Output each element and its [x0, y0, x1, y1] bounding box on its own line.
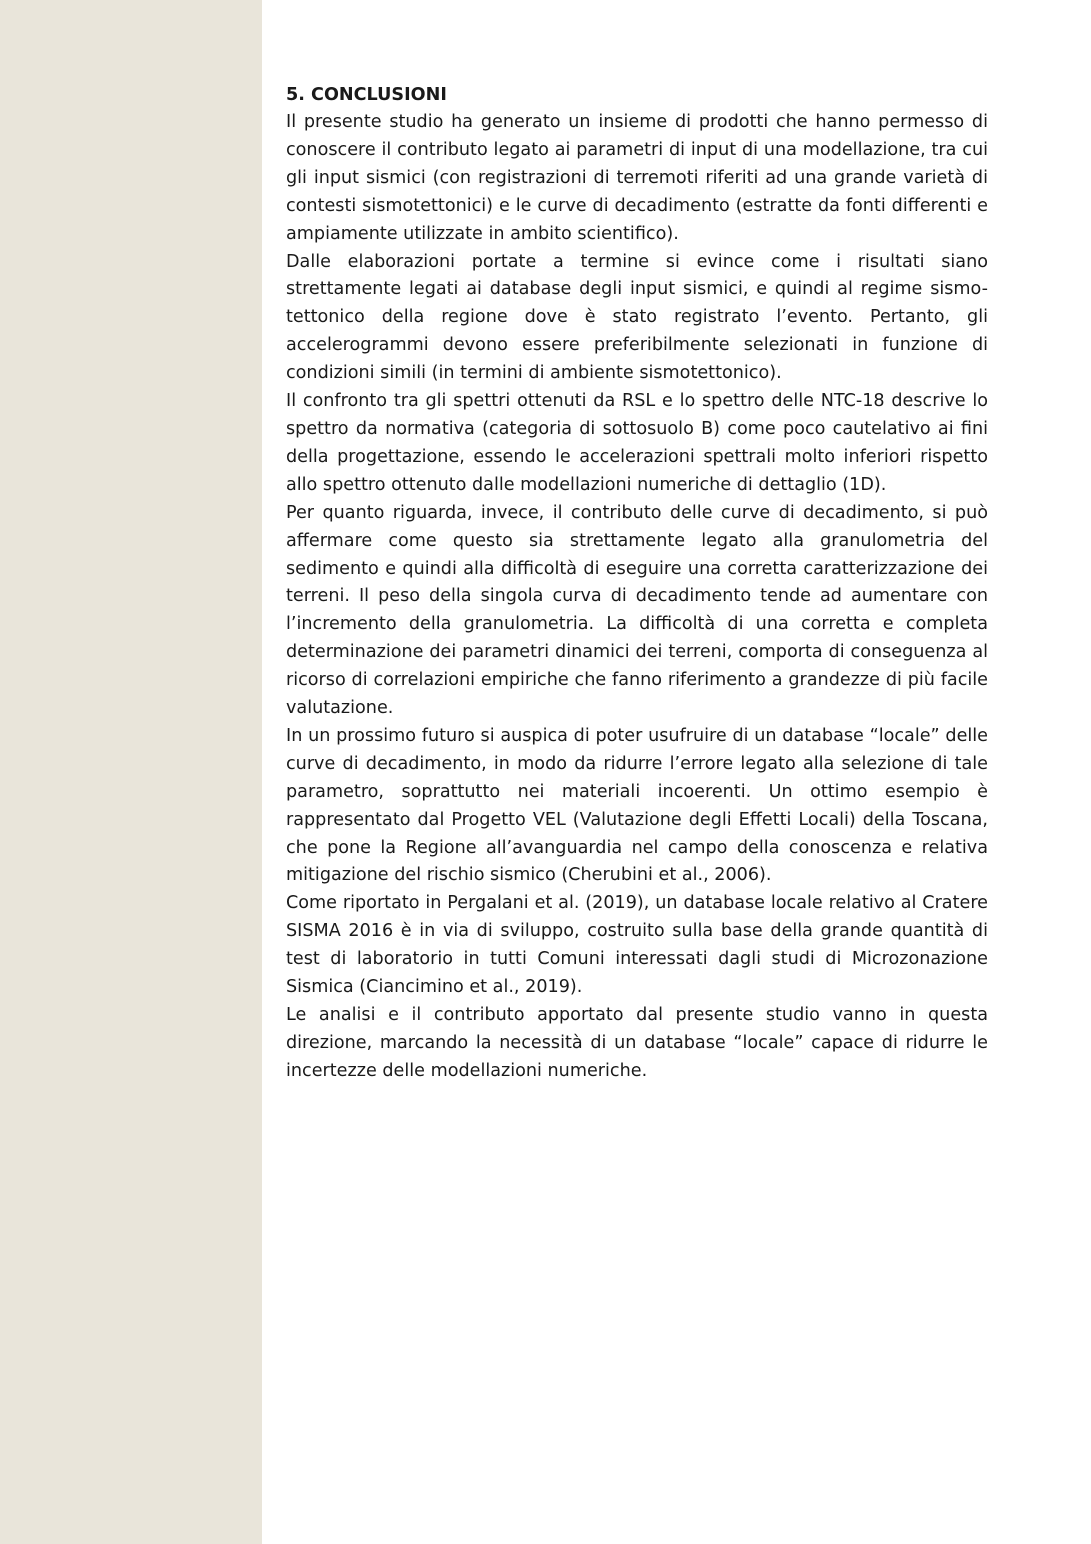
- paragraph: Per quanto riguarda, invece, il contributo delle curve di decadimento, si può affermare come questo sia strettamente legato alla granulometria del sedimento e quindi alla difficoltà di eseguire una corretta caratterizzazione dei terreni. Il peso della singola curva di decadimento tende ad aumentare con l’incremento della granulometria. La difficoltà di una corretta e completa determinazione dei parametri dinamici dei terreni, comporta di conseguenza al ricorso di correlazioni empiriche che fanno riferimento a grandezze di più facile valutazione.: [286, 502, 988, 719]
- paragraph: In un prossimo futuro si auspica di poter usufruire di un database “locale” delle curve di decadimento, in modo da ridurre l’errore legato alla selezione di tale parametro, soprattutto nei materiali incoerenti. Un ottimo esempio è rappresentato dal Progetto VEL (Valutazione degli Effetti Locali) della Toscana, che pone la Regione all’avanguardia nel campo della conoscenza e relativa mitigazione del rischio sismico (Cherubini et al., 2006).: [286, 725, 988, 886]
- paragraph: Il confronto tra gli spettri ottenuti da RSL e lo spettro delle NTC-18 descrive lo spettro da normativa (categoria di sottosuolo B) come poco cautelativo ai fini della progettazione, essendo le accelerazioni spettrali molto inferiori rispetto allo spettro ottenuto dalle modellazioni numeriche di dettaglio (1D).: [286, 391, 988, 495]
- paragraph: Come riportato in Pergalani et al. (2019), un database locale relativo al Cratere SISMA 2016 è in via di sviluppo, costruito sulla base della grande quantità di test di laboratorio in tutti Comuni interessati dagli studi di Microzonazione Sismica (Ciancimino et al., 2019).: [286, 893, 988, 998]
- paragraph: Dalle elaborazioni portate a termine si evince come i risultati siano strettamente legati ai database degli input sismici, e quindi al regime sismo-tettonico della regione dove è stato registrato l’evento. Pertanto, gli accelerogrammi devono essere preferibilmente selezionati in funzione di condizioni simili (in termini di ambiente sismotettonico).: [286, 251, 988, 384]
- section-heading: 5. CONCLUSIONI: [286, 85, 447, 105]
- paragraph: Le analisi e il contributo apportato dal presente studio vanno in questa direzione, marcando la necessità di un database “locale” capace di ridurre le incertezze delle modellazioni numeriche.: [286, 1005, 988, 1081]
- paragraph: Il presente studio ha generato un insieme di prodotti che hanno permesso di conoscere il contributo legato ai parametri di input di una modellazione, tra cui gli input sismici (con registrazioni di terremoti riferiti ad una grande varietà di contesti sismotettonici) e le curve di decadimento (estratte da fonti differenti e ampiamente utilizzate in ambito scientifico).: [286, 112, 988, 244]
- section-content: [286, 81, 988, 1086]
- sidebar-band: [0, 0, 262, 1544]
